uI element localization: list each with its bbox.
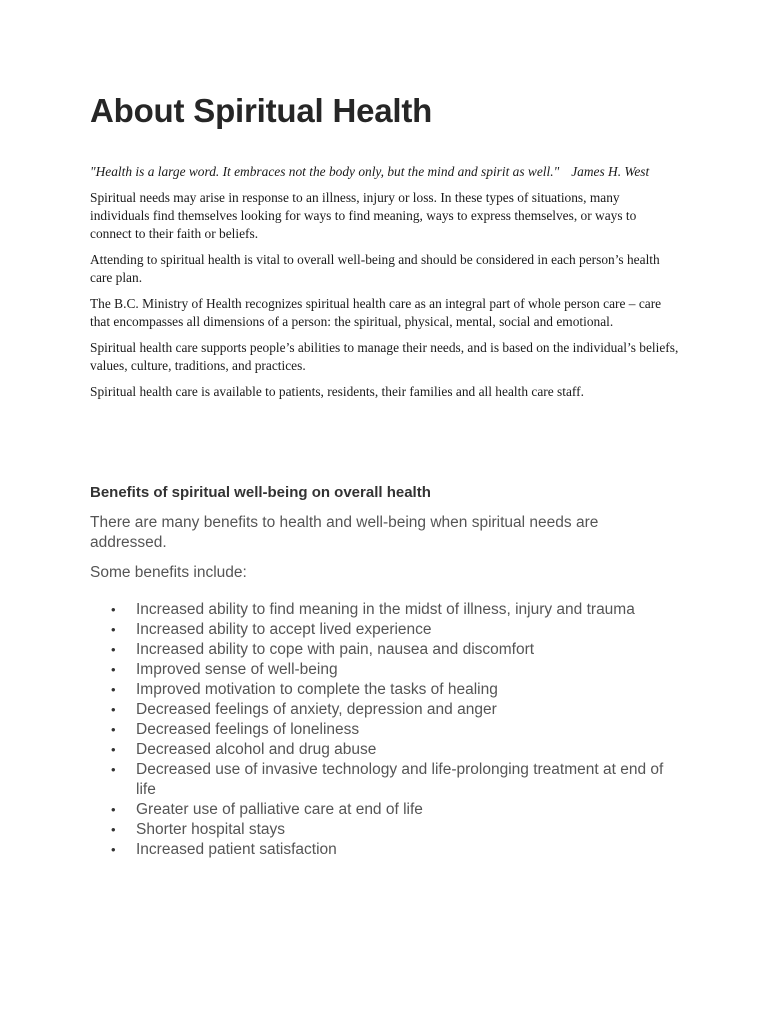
paragraph: Spiritual health care supports people’s abilities to manage their needs, and is based on the individual’s beliefs, values, culture, traditions, and practices. [90, 340, 679, 373]
list-item-text: Decreased feelings of anxiety, depression and anger [136, 701, 497, 718]
list-item [90, 620, 680, 640]
bullet-icon: • [111, 842, 116, 857]
list-item [90, 720, 680, 740]
bullet-icon: • [111, 642, 116, 657]
list-item-text: Decreased use of invasive technology and life-prolonging treatment at end of life [136, 761, 664, 798]
benefits-list [90, 600, 680, 860]
bullet-icon: • [111, 722, 116, 737]
list-item [90, 820, 680, 840]
quote [90, 163, 680, 181]
bullet-icon: • [111, 742, 116, 757]
intro-section [90, 163, 680, 409]
list-item [90, 700, 680, 720]
list-item [90, 740, 680, 760]
list-item-text: Shorter hospital stays [136, 821, 286, 838]
page-title: About Spiritual Health [90, 92, 433, 129]
bullet-icon: • [111, 802, 116, 817]
list-item-text: Increased patient satisfaction [136, 841, 337, 858]
bullet-icon: • [111, 822, 116, 837]
list-item-text: Increased ability to cope with pain, nausea and discomfort [136, 641, 535, 658]
paragraph: Attending to spiritual health is vital to overall well-being and should be considered in each person’s health care plan. [90, 252, 660, 285]
bullet-icon: • [111, 662, 116, 677]
list-item-text: Improved sense of well-being [136, 661, 338, 678]
bullet-icon: • [111, 602, 116, 617]
paragraph: Spiritual health care is available to patients, residents, their families and all health care staff. [90, 384, 584, 399]
list-item [90, 600, 680, 620]
bullet-icon: • [111, 622, 116, 637]
quote-text: "Health is a large word. It embraces not the body only, but the mind and spirit as well." [90, 164, 560, 179]
paragraph: The B.C. Ministry of Health recognizes spiritual health care as an integral part of whole person care – care that encompasses all dimensions of a person: the spiritual, physical, mental, social and emotional. [90, 296, 662, 329]
bullet-icon: • [111, 762, 116, 777]
benefits-lead: Some benefits include: [90, 564, 247, 581]
paragraph: Spiritual needs may arise in response to an illness, injury or loss. In these types of situations, many individuals find themselves looking for ways to find meaning, ways to express themselves, or ways to connect to their faith or beliefs. [90, 190, 637, 241]
list-item [90, 640, 680, 660]
list-item-text: Decreased alcohol and drug abuse [136, 741, 377, 758]
list-item [90, 760, 680, 800]
list-item-text: Increased ability to find meaning in the midst of illness, injury and trauma [136, 601, 635, 618]
list-item [90, 680, 680, 700]
list-item [90, 800, 680, 820]
benefits-intro: There are many benefits to health and well-being when spiritual needs are addressed. [90, 514, 599, 551]
list-item [90, 660, 680, 680]
list-item [90, 840, 680, 860]
list-item-text: Greater use of palliative care at end of life [136, 801, 423, 818]
list-item-text: Increased ability to accept lived experience [136, 621, 432, 638]
list-item-text: Decreased feelings of loneliness [136, 721, 360, 738]
bullet-icon: • [111, 702, 116, 717]
bullet-icon: • [111, 682, 116, 697]
list-item-text: Improved motivation to complete the tasks of healing [136, 681, 498, 698]
benefits-heading: Benefits of spiritual well-being on overall health [90, 484, 431, 501]
quote-author: James H. West [571, 164, 650, 179]
